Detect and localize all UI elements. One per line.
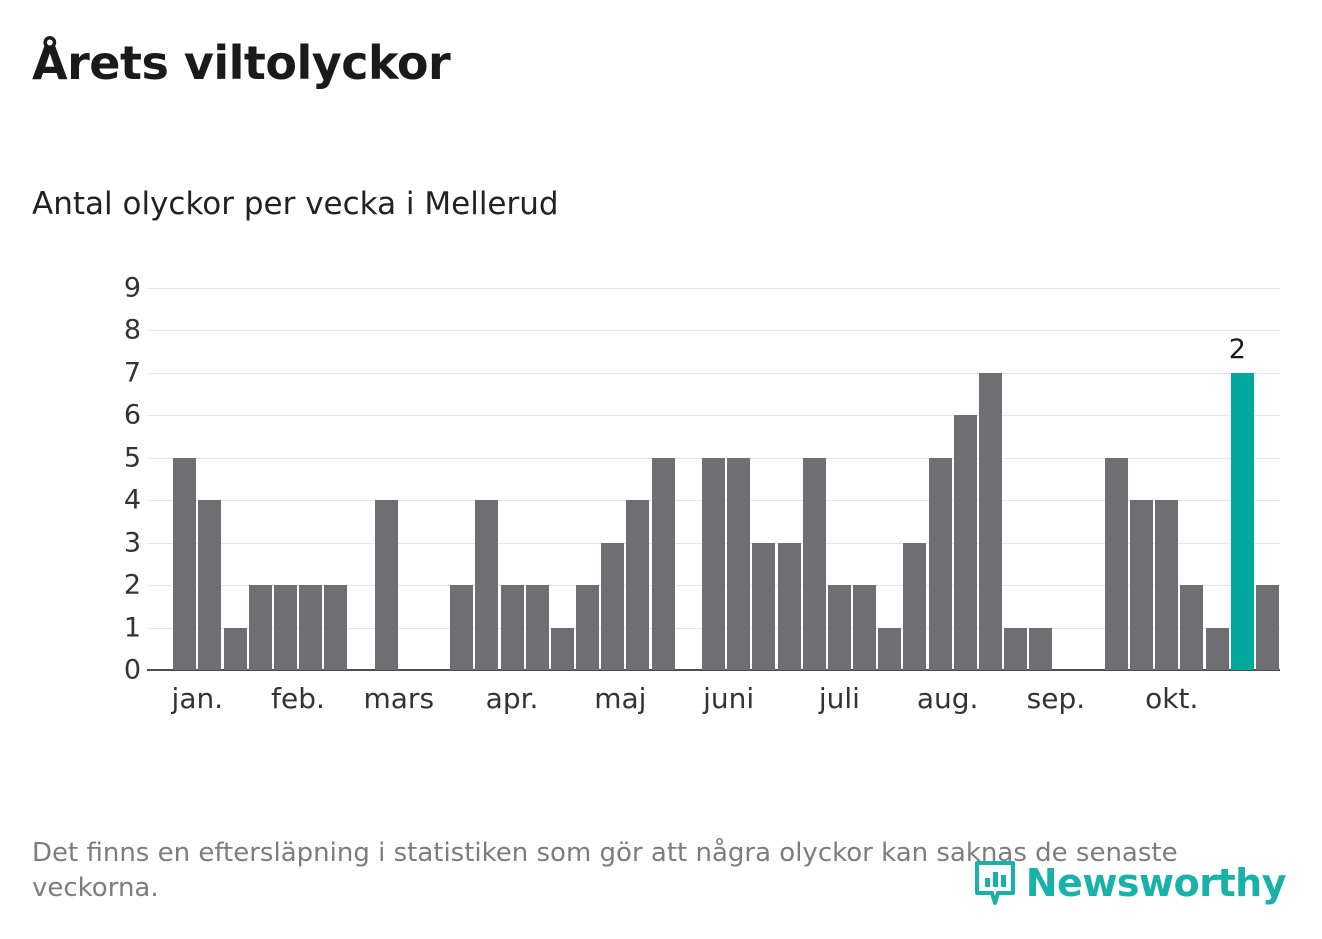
bar xyxy=(198,500,221,670)
x-axis-labels xyxy=(147,682,1280,732)
bar xyxy=(375,500,398,670)
plot-inner xyxy=(123,272,1280,686)
bar xyxy=(752,543,775,670)
y-axis-tick-label: 2 xyxy=(123,569,141,601)
bar-value-label: 2 xyxy=(1228,333,1246,365)
bar xyxy=(803,458,826,670)
bar xyxy=(501,585,524,670)
bar xyxy=(224,628,247,670)
bar xyxy=(1206,628,1229,670)
bar xyxy=(1105,458,1128,670)
y-axis-tick-label: 3 xyxy=(123,527,141,559)
bar xyxy=(626,500,649,670)
bar xyxy=(475,500,498,670)
bar xyxy=(1155,500,1178,670)
x-axis-tick-label: sep. xyxy=(1026,682,1086,715)
newsworthy-logo xyxy=(974,860,1286,906)
x-axis-tick-label: mars xyxy=(363,682,435,715)
x-axis-tick-label: apr. xyxy=(485,682,539,715)
bar xyxy=(324,585,347,670)
bar xyxy=(828,585,851,670)
bar xyxy=(299,585,322,670)
bar xyxy=(1256,585,1279,670)
x-axis-tick-label: jan. xyxy=(171,682,224,715)
bar-chart xyxy=(32,270,1290,740)
bar xyxy=(1130,500,1153,670)
x-axis-tick-label: juni xyxy=(703,682,755,715)
x-axis-tick-label: okt. xyxy=(1145,682,1199,715)
y-axis-tick-label: 4 xyxy=(123,484,141,516)
bar xyxy=(727,458,750,670)
bar xyxy=(702,458,725,670)
bar xyxy=(853,585,876,670)
bar xyxy=(929,458,952,670)
bar xyxy=(878,628,901,670)
y-axis-tick-label: 8 xyxy=(123,314,141,346)
bar xyxy=(551,628,574,670)
bar xyxy=(249,585,272,670)
bar xyxy=(1004,628,1027,670)
bar xyxy=(778,543,801,670)
bar-series xyxy=(147,288,1280,670)
bar xyxy=(652,458,675,670)
bar xyxy=(1029,628,1052,670)
bar xyxy=(576,585,599,670)
bar xyxy=(1180,585,1203,670)
bar xyxy=(526,585,549,670)
y-axis-tick-label: 0 xyxy=(123,654,141,686)
bar xyxy=(173,458,196,670)
x-axis-tick-label: aug. xyxy=(916,682,979,715)
bar xyxy=(954,415,977,670)
y-axis-tick-label: 7 xyxy=(123,357,141,389)
x-axis-tick-label: maj xyxy=(594,682,647,715)
page-title: Årets viltolyckor xyxy=(32,36,451,90)
newsworthy-logo-icon xyxy=(974,860,1016,906)
y-axis-tick-label: 1 xyxy=(123,612,141,644)
bar-highlighted xyxy=(1231,373,1254,670)
x-axis-tick-label: juli xyxy=(818,682,860,715)
bar xyxy=(903,543,926,670)
bar xyxy=(601,543,624,670)
newsworthy-logo-text: Newsworthy xyxy=(1025,861,1286,905)
footnote: Det finns en eftersläpning i statistiken som gör att några olyckor kan saknas de senaste veckorna. xyxy=(32,838,1178,904)
x-axis-tick-label: feb. xyxy=(271,682,325,715)
bar xyxy=(979,373,1002,670)
y-axis-tick-label: 9 xyxy=(123,272,141,304)
y-axis-tick-label: 5 xyxy=(123,442,141,474)
y-axis-tick-label: 6 xyxy=(123,399,141,431)
bar xyxy=(450,585,473,670)
chart-subtitle: Antal olyckor per vecka i Mellerud xyxy=(32,186,559,222)
bar xyxy=(274,585,297,670)
